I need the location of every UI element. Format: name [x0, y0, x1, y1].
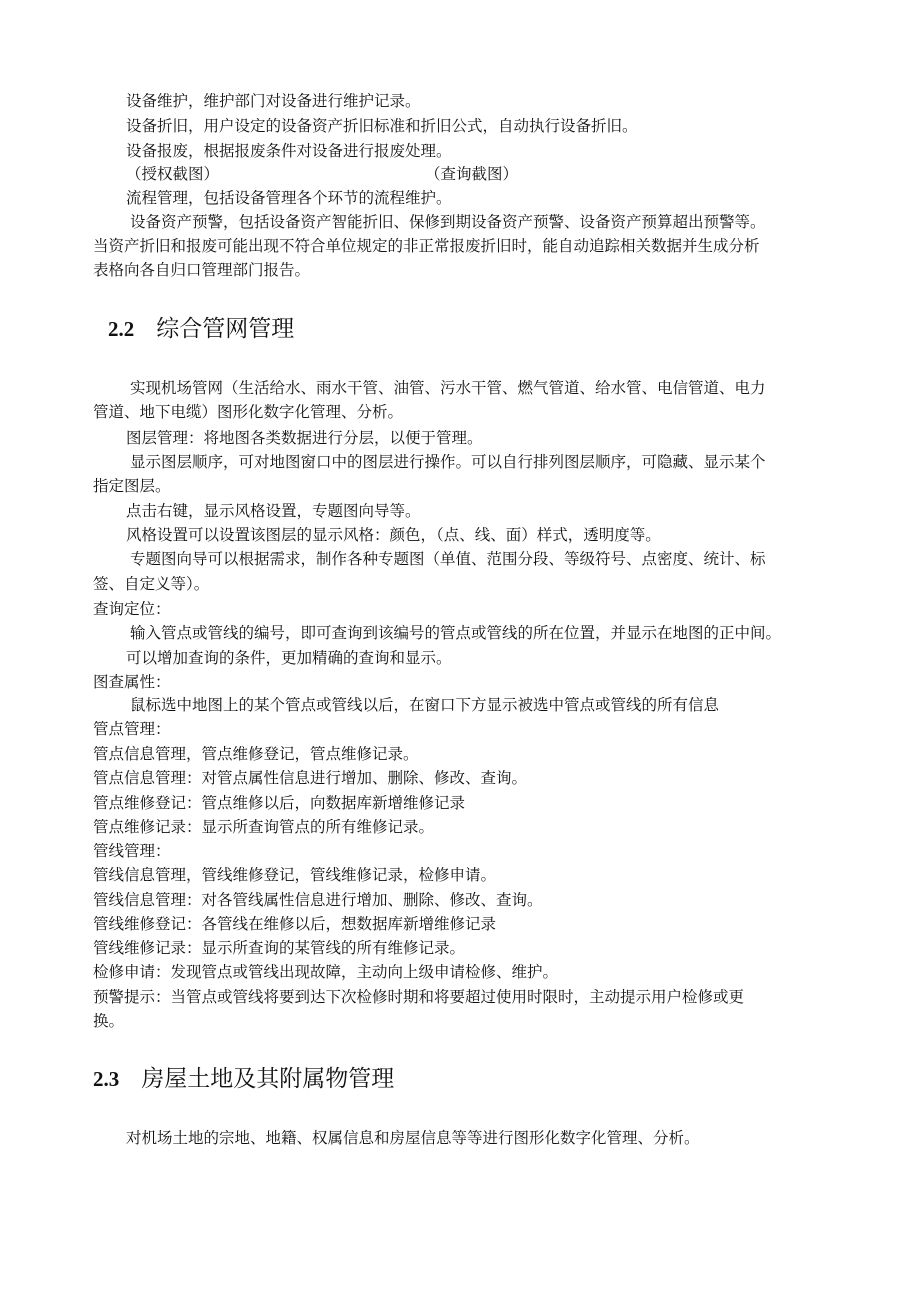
paragraph-query-locate-1: 输入管点或管线的编号，即可查询到该编号的管点或管线的所在位置，并显示在地图的正中间。 [130, 624, 782, 642]
paragraph-warning-prompt-2: 换。 [93, 1012, 125, 1030]
section-heading-2-2 [108, 314, 294, 344]
paragraph-layer-order-2: 指定图层。 [93, 477, 171, 495]
paragraph-repair-request: 检修申请：发现管点或管线出现故障，主动向上级申请检修、维护。 [93, 963, 559, 981]
paragraph-layer-management: 图层管理：将地图各类数据进行分层，以便于管理。 [126, 429, 483, 447]
paragraph-thematic-wizard-2: 签、自定义等）。 [93, 575, 210, 593]
section-number: 2.3 [93, 1067, 120, 1091]
paragraph-right-click: 点击右键，显示风格设置，专题图向导等。 [126, 502, 421, 520]
paragraph-pipe-network-2: 管道、地下电缆）图形化数字化管理、分析。 [93, 403, 404, 421]
paragraph-map-query-attributes: 鼠标选中地图上的某个管点或管线以后，在窗口下方显示被选中管点或管线的所有信息 [130, 696, 720, 714]
paragraph-pipeline-repair-record: 管线维修记录：显示所查询的某管线的所有维修记录。 [93, 939, 466, 957]
paragraph-land-housing: 对机场土地的宗地、地籍、权属信息和房屋信息等等进行图形化数字化管理、分析。 [126, 1129, 700, 1147]
section-number: 2.2 [108, 317, 135, 341]
caption-query-screenshot: （查询截图） [425, 165, 519, 183]
paragraph-pipe-network-1: 实现机场管网（生活给水、雨水干管、油管、污水干管、燃气管道、给水管、电信管道、电力 [130, 379, 766, 397]
paragraph-pipe-point-repair-register: 管点维修登记：管点维修以后，向数据库新增维修记录 [93, 794, 466, 812]
label-pipeline-management: 管线管理： [93, 842, 171, 860]
paragraph-asset-warning-1: 设备资产预警，包括设备资产智能折旧、保修到期设备资产预警、设备资产预算超出预警等。 [130, 213, 766, 231]
paragraph-pipeline-summary: 管线信息管理，管线维修登记，管线维修记录，检修申请。 [93, 866, 497, 884]
paragraph-warning-prompt-1: 预警提示：当管点或管线将要到达下次检修时期和将要超过使用时限时，主动提示用户检修或更 [93, 988, 745, 1006]
paragraph-equipment-depreciation: 设备折旧，用户设定的设备资产折旧标准和折旧公式，自动执行设备折旧。 [126, 117, 638, 135]
paragraph-asset-warning-3: 表格向各自归口管理部门报告。 [93, 261, 311, 279]
label-map-query-attributes: 图查属性： [93, 673, 171, 691]
paragraph-process-management: 流程管理，包括设备管理各个环节的流程维护。 [126, 189, 452, 207]
paragraph-pipeline-info: 管线信息管理：对各管线属性信息进行增加、删除、修改、查询。 [93, 891, 543, 909]
paragraph-style-settings: 风格设置可以设置该图层的显示风格：颜色，（点、线、面）样式，透明度等。 [126, 526, 661, 544]
paragraph-thematic-wizard-1: 专题图向导可以根据需求，制作各种专题图（单值、范围分段、等级符号、点密度、统计、标 [130, 550, 766, 568]
paragraph-pipe-point-repair-record: 管点维修记录：显示所查询管点的所有维修记录。 [93, 818, 435, 836]
section-title: 综合管网管理 [156, 316, 295, 342]
paragraph-equipment-scrap: 设备报废，根据报废条件对设备进行报废处理。 [126, 142, 452, 160]
paragraph-pipe-point-info: 管点信息管理：对管点属性信息进行增加、删除、修改、查询。 [93, 769, 528, 787]
paragraph-pipe-point-summary: 管点信息管理，管点维修登记，管点维修记录。 [93, 745, 419, 763]
paragraph-equipment-maintenance: 设备维护，维护部门对设备进行维护记录。 [126, 92, 421, 110]
paragraph-query-locate-2: 可以增加查询的条件，更加精确的查询和显示。 [126, 649, 452, 667]
label-query-locate: 查询定位： [93, 600, 171, 618]
paragraph-pipeline-repair-register: 管线维修登记：各管线在维修以后，想数据库新增维修记录 [93, 915, 497, 933]
label-pipe-point-management: 管点管理： [93, 720, 171, 738]
section-title: 房屋土地及其附属物管理 [141, 1066, 395, 1092]
caption-authorization-screenshot: （授权截图） [126, 165, 220, 183]
paragraph-layer-order-1: 显示图层顺序，可对地图窗口中的图层进行操作。可以自行排列图层顺序，可隐藏、显示某个 [130, 453, 766, 471]
section-heading-2-3 [93, 1064, 394, 1094]
paragraph-asset-warning-2: 当资产折旧和报废可能出现不符合单位规定的非正常报废折旧时，能自动追踪相关数据并生成分析 [93, 237, 760, 255]
